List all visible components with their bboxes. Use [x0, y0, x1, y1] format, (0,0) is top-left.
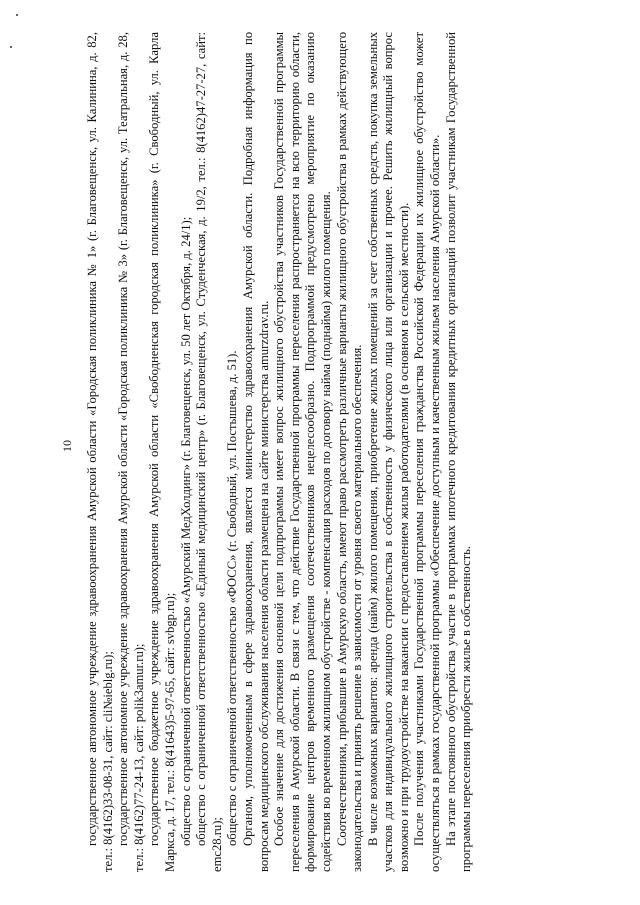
- paragraph-housing-variants: В числе возможных вариантов: аренда (найм) жилого помещения, приобретение жилых помещений за счет собственных средств, покупка земельных участков для индивидуального жилищного строительства в собственность у физического лица или организации и прочее. Решить жилищный вопрос возможно и при трудоустройстве на вакансии с предоставлением жилья работодателями (в основном в сельской местности).: [365, 32, 411, 872]
- paragraph-clinic-3: государственное автономное учреждение здравоохранения Амурской области «Городская поликлиника № 3» (г. Благовещенск, ул. Театральная, д. 28, тел.: 8(4162)77-24-13, сайт: polik3amur.ru);: [116, 32, 146, 872]
- paragraph-health-ministry: Органом, уполномоченным в сфере здравоохранения, является министерство здравоохранения Амурской области. Подробная информация по вопросам медицинского обслуживания населения области размещена на сайте министерства amurzdrav.ru.: [240, 32, 271, 872]
- paragraph-clinic-1: государственное автономное учреждение здравоохранения Амурской области «Городская поликлиника № 1» (г. Благовещенск, ул. Калинина, д. 82, тел.: 8(4162)33-08-31, сайт: cli№ieblg.ru);: [85, 32, 115, 872]
- scan-speck: [16, 14, 18, 16]
- paragraph-foss: общество с ограниченной ответственностью «ФОСС» (г. Свободный, ул. Постышева, д. 51).: [225, 350, 240, 846]
- scan-speck: [10, 46, 12, 48]
- page-number: 10: [60, 440, 74, 452]
- paragraph-unified-medical-center: общество с ограниченной ответственностью «Единый медицинский центр» (г. Благовещенск, ул. Студенческая, д. 19/2, тел.: 8(4162)47-27-27, сайт: emc28.ru);: [194, 32, 224, 872]
- paragraph-mortgage: На этапе постоянного обустройства участие в программах ипотечного кредитования кредитных организаций позволит участникам Государственной программы переселения приобрести жилье в собственность.: [443, 32, 474, 872]
- paragraph-after-citizenship: После получения участниками Государственной программы переселения гражданства Российской Федерации их жилищное обустройство может осуществляться в рамках государственной программы «Обеспечение доступным и качественным жильем населения Амурской области».: [412, 32, 443, 872]
- paragraph-svobodny-clinic: государственное бюджетное учреждение здравоохранения Амурской области «Свободненская городская поликлиника» (г. Свободный, ул. Карла Маркса, д. 17, тел.: 8(41643)5-97-65, сайт: svbgp.ru);: [147, 32, 177, 872]
- paragraph-housing-importance: Особое значение для достижения основной цели подпрограммы имеет вопрос жилищного обустройства участников Государственной программы переселения в Амурской области. В связи с тем, что действие Государственной программы переселения распространяется на всю территорию области, формирование центров временного размещения соотечественников нецелесообразно. Подпрограммой предусмотрено мероприятие по оказанию содействия во временном жилищном обустройстве - компенсация расходов по договору найма (поднайма) жилого помещения.: [272, 32, 333, 872]
- paragraph-housing-options: Соотечественники, прибывшие в Амурскую область, имеют право рассмотреть различные варианты жилищного обустройства в рамках действующего законодательства и принять решение в зависимости от уровня своего материального обеспечения.: [334, 32, 365, 872]
- rotated-page-content: [85, 32, 605, 872]
- document-body: [85, 32, 475, 872]
- paragraph-amur-medholding: общество с ограниченной ответственностью «Амурский МедХолдинг» (г. Благовещенск, ул. 50 лет Октября, д. 24/1);: [178, 216, 193, 846]
